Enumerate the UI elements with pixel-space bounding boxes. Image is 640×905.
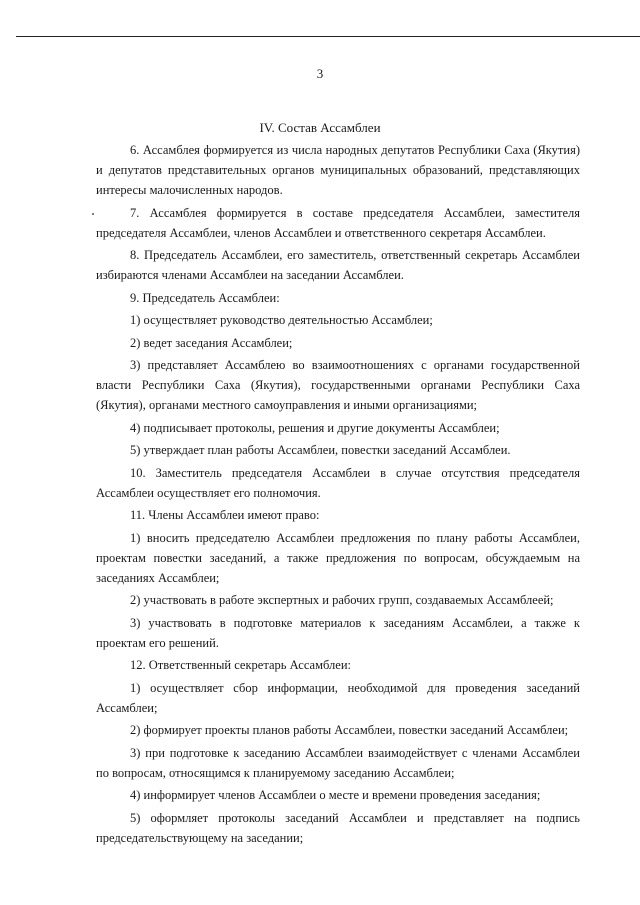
paragraph-item-12-3: 3) при подготовке к заседанию Ассамблеи взаимодействует с членами Ассамблеи по вопросам, относящимся к планируемому заседанию Ассамблеи; <box>96 745 580 780</box>
paragraph-item-11: 11. Члены Ассамблеи имеют право: <box>130 508 320 522</box>
paragraph-item-10: 10. Заместитель председателя Ассамблеи в случае отсутствия председателя Ассамблеи осуществляет его полномочия. <box>96 465 580 500</box>
scan-top-edge-line <box>16 36 640 37</box>
section-title: IV. Состав Ассамблеи <box>259 120 381 135</box>
paragraph-item-9-5: 5) утверждает план работы Ассамблеи, повестки заседаний Ассамблеи. <box>130 443 511 457</box>
paragraph-item-12-1: 1) осуществляет сбор информации, необходимой для проведения заседаний Ассамблеи; <box>96 680 580 715</box>
paragraph-item-7: 7. Ассамблея формируется в составе председателя Ассамблеи, заместителя председателя Ассамблеи, членов Ассамблеи и ответственного секретаря Ассамблеи. <box>96 205 580 240</box>
paragraph-item-11-3: 3) участвовать в подготовке материалов к заседаниям Ассамблеи, а также к проектам его решений. <box>96 615 580 650</box>
paragraph-item-6: 6. Ассамблея формируется из числа народных депутатов Республики Саха (Якутия) и депутатов представительных органов муниципальных образований, представляющих интересы малочисленных народов. <box>96 143 580 197</box>
paragraph-item-12-5: 5) оформляет протоколы заседаний Ассамблеи и представляет на подпись председательствующему на заседании; <box>96 810 580 845</box>
paragraph-item-9-2: 2) ведет заседания Ассамблеи; <box>130 335 293 350</box>
paragraph-item-12-4: 4) информирует членов Ассамблеи о месте и времени проведения заседания; <box>130 788 541 802</box>
paragraph-item-9-1: 1) осуществляет руководство деятельностью Ассамблеи; <box>130 313 433 327</box>
paragraph-item-12: 12. Ответственный секретарь Ассамблеи: <box>130 658 351 672</box>
paragraph-item-9: 9. Председатель Ассамблеи: <box>130 290 280 305</box>
paragraph-item-9-3: 3) представляет Ассамблею во взаимоотношениях с органами государственной власти Республики Саха (Якутия), государственными органами Республики Саха (Якутия), органами местного самоуправления и иными организациями; <box>96 358 580 412</box>
paragraph-item-12-2: 2) формирует проекты планов работы Ассамблеи, повестки заседаний Ассамблеи; <box>130 723 569 737</box>
paragraph-item-11-1: 1) вносить председателю Ассамблеи предложения по плану работы Ассамблеи, проектам повестки заседаний, а также предложения по вопросам, обсуждаемым на заседаниях Ассамблеи; <box>96 530 580 585</box>
page-number: 3 <box>316 66 324 81</box>
document-body <box>96 140 580 850</box>
paragraph-item-8: 8. Председатель Ассамблеи, его заместитель, ответственный секретарь Ассамблеи избираются членами Ассамблеи на заседании Ассамблеи. <box>96 248 580 282</box>
scan-speck <box>92 213 94 215</box>
paragraph-item-9-4: 4) подписывает протоколы, решения и другие документы Ассамблеи; <box>130 420 500 435</box>
paragraph-item-11-2: 2) участвовать в работе экспертных и рабочих групп, создаваемых Ассамблеей; <box>130 593 554 607</box>
